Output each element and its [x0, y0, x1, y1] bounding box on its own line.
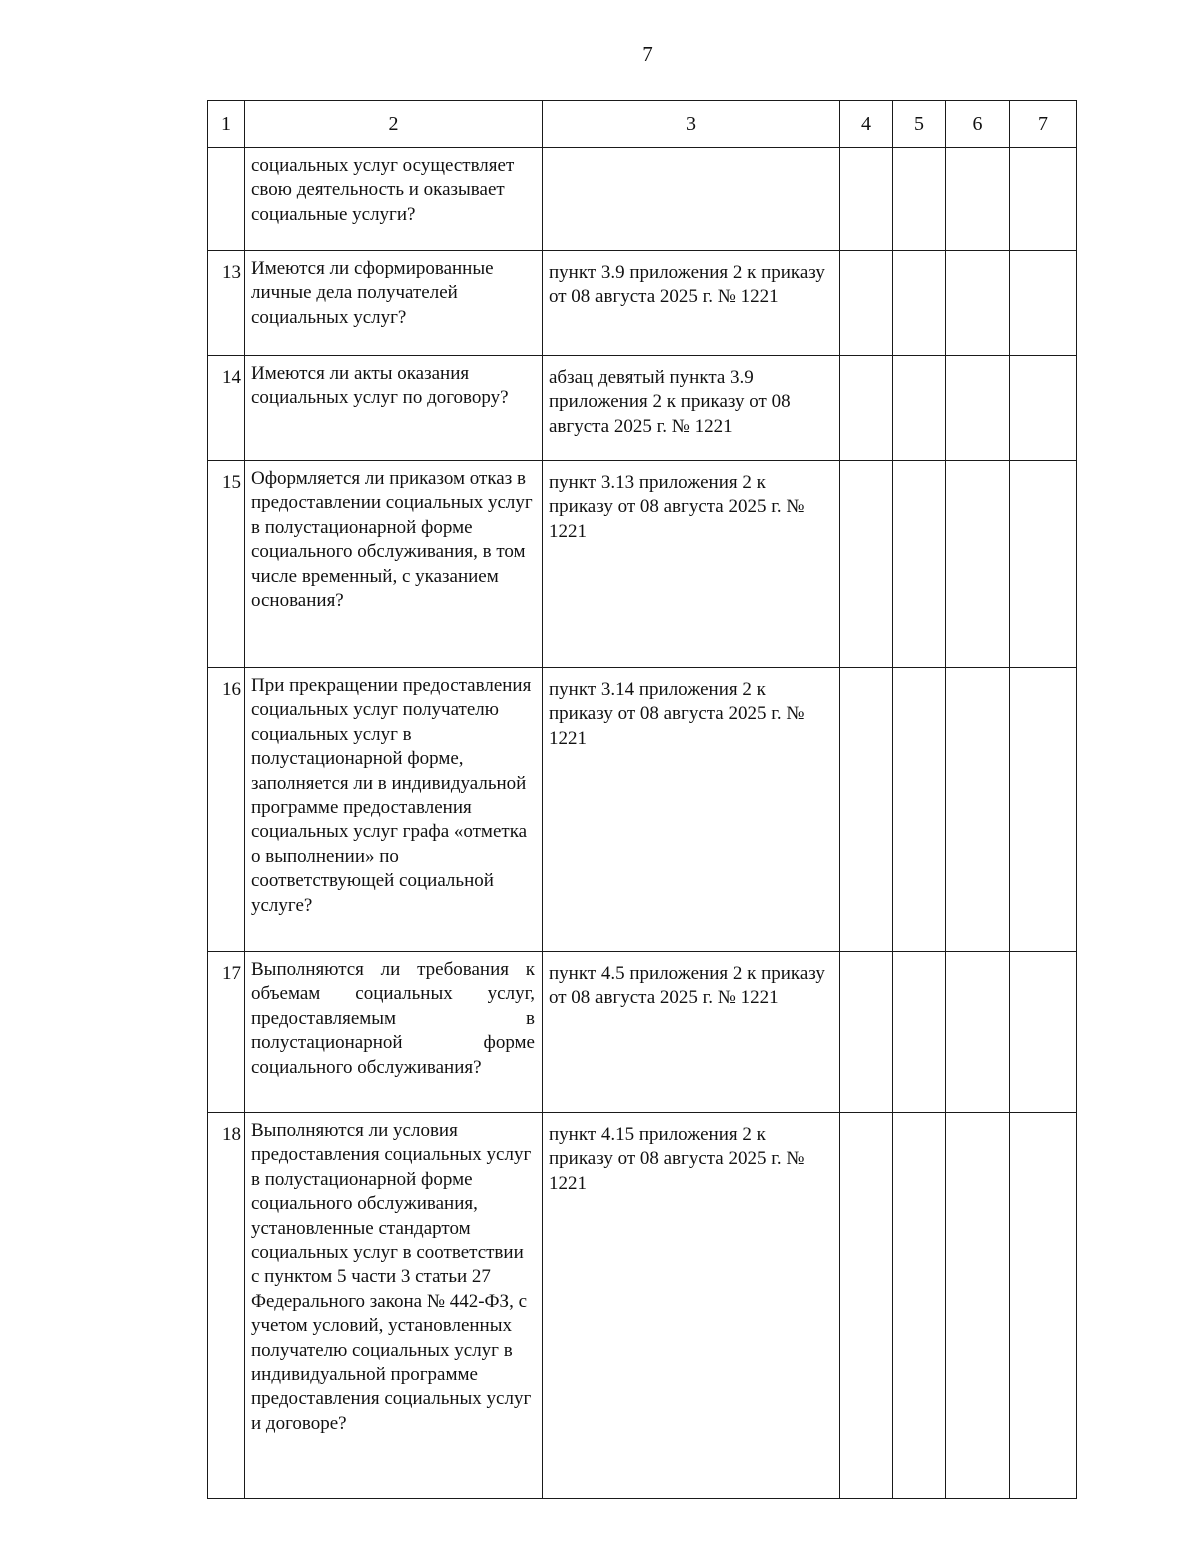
empty-cell [840, 668, 893, 952]
checklist-table [207, 100, 1077, 1499]
reference-cell: пункт 4.5 приложения 2 к приказу от 08 августа 2025 г. № 1221 [543, 952, 840, 1113]
header-cell: 7 [1010, 101, 1077, 148]
table-row [208, 952, 1077, 1113]
empty-cell [893, 148, 946, 251]
question-cell: Имеются ли акты оказания социальных услуг по договору? [245, 356, 543, 461]
table-row [208, 668, 1077, 952]
row-number: 17 [208, 952, 245, 1113]
empty-cell [840, 148, 893, 251]
empty-cell [1010, 668, 1077, 952]
empty-cell [946, 668, 1010, 952]
empty-cell [1010, 251, 1077, 356]
table-row [208, 148, 1077, 251]
empty-cell [1010, 952, 1077, 1113]
header-cell: 1 [208, 101, 245, 148]
empty-cell [893, 1113, 946, 1499]
reference-cell: пункт 3.13 приложения 2 к приказу от 08 августа 2025 г. № 1221 [543, 461, 840, 668]
empty-cell [946, 148, 1010, 251]
empty-cell [893, 251, 946, 356]
empty-cell [893, 952, 946, 1113]
empty-cell [840, 1113, 893, 1499]
question-cell: Оформляется ли приказом отказ в предоставлении социальных услуг в полустационарной форме социального обслуживания, в том числе временный, с указанием основания? [245, 461, 543, 668]
table-row [208, 356, 1077, 461]
empty-cell [840, 356, 893, 461]
page-number: 7 [642, 42, 653, 66]
header-row [208, 101, 1077, 148]
table-row [208, 251, 1077, 356]
reference-cell: абзац девятый пункта 3.9 приложения 2 к приказу от 08 августа 2025 г. № 1221 [543, 356, 840, 461]
empty-cell [1010, 1113, 1077, 1499]
empty-cell [946, 251, 1010, 356]
row-number: 14 [208, 356, 245, 461]
empty-cell [840, 251, 893, 356]
row-number: 13 [208, 251, 245, 356]
row-number: 16 [208, 668, 245, 952]
question-cell: социальных услуг осуществляет свою деятельность и оказывает социальные услуги? [245, 148, 543, 251]
empty-cell [893, 356, 946, 461]
header-cell: 4 [840, 101, 893, 148]
empty-cell [1010, 356, 1077, 461]
question-cell: При прекращении предоставления социальных услуг получателю социальных услуг в полустационарной форме, заполняется ли в индивидуальной программе предоставления социальных услуг графа «отметка о выполнении» по соответствующей социальной услуге? [245, 668, 543, 952]
reference-cell: пункт 4.15 приложения 2 к приказу от 08 августа 2025 г. № 1221 [543, 1113, 840, 1499]
row-number [208, 148, 245, 251]
reference-cell: пункт 3.9 приложения 2 к приказу от 08 августа 2025 г. № 1221 [543, 251, 840, 356]
table-row [208, 1113, 1077, 1499]
header-cell: 3 [543, 101, 840, 148]
question-cell: Выполняются ли требования к объемам социальных услуг, предоставляемым в полустационарной форме социального обслуживания? [245, 952, 543, 1113]
reference-cell [543, 148, 840, 251]
empty-cell [946, 952, 1010, 1113]
header-cell: 6 [946, 101, 1010, 148]
empty-cell [893, 668, 946, 952]
empty-cell [946, 1113, 1010, 1499]
question-cell: Имеются ли сформированные личные дела получателей социальных услуг? [245, 251, 543, 356]
empty-cell [840, 461, 893, 668]
empty-cell [1010, 461, 1077, 668]
empty-cell [1010, 148, 1077, 251]
question-cell: Выполняются ли условия предоставления социальных услуг в полустационарной форме социального обслуживания, установленные стандартом социальных услуг в соответствии с пунктом 5 части 3 статьи 27 Федерального закона № 442-ФЗ, с учетом условий, установленных получателю социальных услуг в индивидуальной программе предоставления социальных услуг и договоре? [245, 1113, 543, 1499]
empty-cell [946, 461, 1010, 668]
empty-cell [893, 461, 946, 668]
empty-cell [946, 356, 1010, 461]
row-number: 18 [208, 1113, 245, 1499]
header-cell: 5 [893, 101, 946, 148]
row-number: 15 [208, 461, 245, 668]
table-row [208, 461, 1077, 668]
empty-cell [840, 952, 893, 1113]
header-cell: 2 [245, 101, 543, 148]
reference-cell: пункт 3.14 приложения 2 к приказу от 08 августа 2025 г. № 1221 [543, 668, 840, 952]
